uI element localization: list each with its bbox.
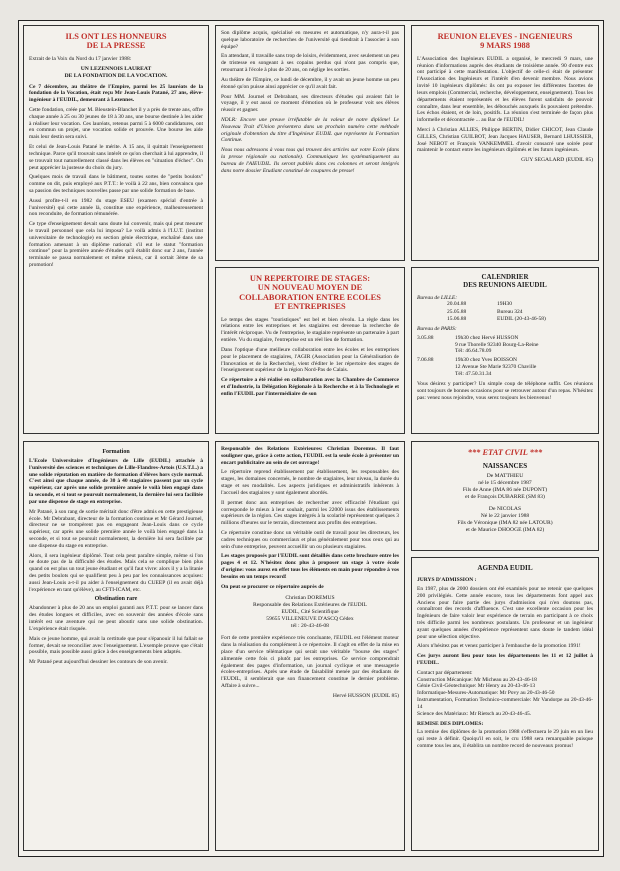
paris-date: 3.05.88 (417, 334, 434, 341)
contact-item: Informatique-Mesures-Automatique: Mr Povy au 20-43-46-50 (417, 690, 555, 697)
formation-p3: Alors, il sera ingénieur diplômé. Tout cela peut paraître simple, même si l'on ne doute pas de la difficulté des études. Mais cela se complique bien plus quand on est plus un tout jeune étudiant et qu'il faut vivre: alors il y a la litanie des petits boulots qui se qualifient peu à peu par les connaissances acquises: aussi Jean-Louis a-t-il pu aider à l'enseignement du CUEEP (il en avait déjà l'expérience en tant qu'élève), au CFTI-ICAM, etc. (29, 552, 203, 593)
formation-heading: Formation (102, 449, 130, 455)
article-repertoire-stages (215, 267, 405, 434)
lille-info: Bureau 324 (497, 308, 523, 315)
press-p3: Et celui de Jean-Louis Patané le mérite. A 15 ans, il quittait l'enseignement technique. Parce qu'il trouvait sans intérêt ce qu'on cherchait à lui apprendre, il se trouvait tout naturellement classé dans les élèves en "situation d'échec". On peut apprécier la justesse du choix du jury. (29, 144, 203, 171)
formation-p6: Mr Patané peut aujourd'hui dessiner les contours de son avenir. (29, 659, 168, 666)
calendar-p1: Vous désirez y participer? Un simple coup de téléphone suffit. Ces réunions sont toujours de bonnes occasions pour se retrouver autour d'un repas. N'hésitez pas: venez nous rejoindre, vous serez toujours les bienvenus! (417, 380, 593, 401)
etat-civil-box (411, 441, 599, 551)
birth-matthieu: De MATTHIEU né le 15 décembre 1987 Fils de Anne (IMA 86 née DUPONT) et de François DUBARRE (SM 83) (462, 473, 548, 501)
lille-date: 20.04.88 (447, 301, 467, 308)
agenda-p3: Ces jurys auront lieu pour tous les départements les 11 et 12 juillet à l'EUDIL. (417, 653, 593, 666)
press-p4: Quelques mois de travail dans le bâtiment, toutes sortes de "petits boulots" comme on dit, puis employé aux P.T.T.: le voilà à 22 ans, bien convaincu que sa passion des techniques nouvelles passe par une solide formation de base. (29, 174, 203, 194)
formation-p1: L'Ecole Universitaire d'Ingénieurs de Lille (EUDIL) attachée à l'université des sciences et techniques de Lille-Flandres-Artois (U.S.T.L.) a une solide réputation en matière de formation d'élèves hors cycle normal. C'est ainsi que chaque année, de 30 à 40 stagiaires passent par un cycle supérieur, car après une solide première année le voilà bien engagé dans la seconde, et si tout se poursuit normalement, la dernière lui sera facilitée par une dispense de stage en entreprise. (29, 458, 203, 505)
article-press-honours (23, 25, 209, 434)
doremus-contact: Christian DOREMUS Responsable des Relations Extérieures de l'EUDIL EUDIL, Cité Scientifique 59655 VILLENEUVE D'ASCQ Cédex tél : 20-43-46-08 (253, 595, 367, 630)
agenda-p4: La remise des diplômes de la promotion 1988 s'effectuera le 29 juin en un lieu qui reste à définir. Quoiqu'il en soit, le cru 1988 sera remarquable puisque comme tous les ans, il établira un nombre record de nouveaux promus! (417, 729, 593, 749)
rep2-p6: On peut se procurer ce répertoire auprès de (221, 583, 324, 590)
contact-item: Construction Mécanique: Mr Micheau au 20-43-46-18 (417, 676, 537, 683)
calendar-box (411, 267, 599, 434)
lille-row (447, 316, 593, 323)
rep2-p5: Les stages proposés par l'EUDIL sont détaillés dans cette brochure entre les pages 4 et 12. N'hésitez donc plus à proposer un stage à votre école d'origine: vous aurez en effet tous les éléments en main pour répondre à vos besoins en un temps record! (221, 553, 399, 580)
press-honours-title: ILS ONT LES HONNEURS DE LA PRESSE (65, 32, 167, 51)
contact-label: Contact par département: (417, 669, 473, 676)
repertoire-p2: Dans l'optique d'une meilleure collaboration entre les écoles et les entreprises pour le placement de stagiaires, l'AGIR (Association pour la Généralisation de l'Innovation et de la Recherche), vient d'éditer le 1er répertoire des stages de l'enseignement supérieur de la région Nord-Pas de Calais. (221, 346, 399, 374)
repertoire-p1: Le temps des stages "touristiques" est bel et bien révolu. La règle dans les relations entre les entreprises et les stagiaires est devenue la recherche de l'intérêt réciproque. Vu de l'entreprise, le stagiaire représente un partenaire à part entière. Vu du stagiaire, l'entreprise est un réel lieu de formation. (221, 316, 399, 344)
paris-row (417, 335, 593, 356)
etat-civil-title: *** ETAT CIVIL *** (467, 448, 543, 457)
article-reunion (411, 25, 599, 261)
repertoire-title: UN REPERTOIRE DE STAGES: UN NOUVEAU MOYEN DE COLLABORATION ENTRE ECOLES ET ENTREPRISES (239, 274, 381, 312)
press-subtitle: UN LEZENNOIS LAUREAT DE LA FONDATION DE LA VOCATION. (64, 65, 168, 79)
lille-row (447, 301, 593, 308)
ndlr-appeal: Nous nous adressons à vous tous qui trouvez des articles sur votre Ecole (dans la presse régionale ou nationale). Communiquez les systématiquement au bureau de l'AIEUDIL. Ils seront publiés dans ces colonnes et seront intégrés dans notre dossier Etudiant constitué de coupures de presse! (221, 147, 399, 174)
cont-p2: En attendant, il travaille sans trop de loisirs, évidemment, avec seulement un peu de tristesse en songeant à ses copains perdus qui n'ont pas compris que, retournant à l'école à plus de 20 ans, on néglige les sorties. (221, 53, 399, 74)
reunion-signature: GUY SEGALARD (EUDIL 85) (521, 157, 593, 164)
contact-item: Instrumentation, Formation Technico-commerciale: Mr Vandorpe au 20-43-46-14 (417, 697, 593, 710)
lille-label: Bureau de LILLE: (417, 294, 458, 301)
contact-item: Science des Matériaux: Mr Rietsch au 20-43-46-45. (417, 710, 532, 717)
cont-p1: Son diplôme acquis, spécialisé en mesures et automatique, n'y aura-t-il pas quelque laboratoire de recherches de l'université qui tiendrait à l'associer à son équipe? (221, 30, 399, 50)
paris-line: Tél: 46.64.78.09 (455, 348, 492, 355)
rep2-p2: Le répertoire reprend établissement par établissement, les responsables des stages, les domaines concernés, le nombre de stagiaires, leur niveau, la durée du stage et ses modalités. Les aspects juridiques et administratifs inhérents à l'accueil des stagiaires y sont également abordés. (221, 469, 399, 496)
rep2-p3: Il permet donc aux entreprises de rechercher avec efficacité l'étudiant qui corresponde le mieux à leur souhait, parmi les 22000 issus des établissements supérieurs de la région. Ces stages intègrés à la scolarité représentent quelques 3 millions d'heures sur le terrain, directement aux profits des entreprises. (221, 499, 399, 527)
lille-dates (447, 301, 593, 322)
agenda-p1: En 1987, plus de 2000 dossiers ont été examinés pour ne retenir que quelques 200 privilégiés. Cette année encore, tous les départements font appel aux Anciens pour faire partie des jurys d'admission qui n'en doutons pas, connaîtront des records d'affluence. C'est une excellente occasion pour les Ingénieurs de faire valoir leur expérience de terrain en participant à ce choix très difficile parmi les nombreux postulants. Un professeur et un ingénieur ayant quelques années d'expérience représentent sans doute le tandem idéal pour une sélection objective. (417, 585, 593, 640)
press-p6: Ce type d'enseignement devait sans doute lui convenir, mais qui peut mesurer le travail personnel que cela lui imposa? Le voilà admis à l'I.U.T. (institut universitaire de technologie) en section génie électrique, enchaîné dans une formation amenant à un diplôme national: s'il eut le statut "formation continue" pour la première année d'études qu'il établit donc sur 2 ans, l'année terminale se passa normalement et même mieux, car il sortait 3ème de sa promotion! (29, 221, 203, 269)
agenda-box (411, 557, 599, 851)
formation-p4: Abandonner à plus de 20 ans un emploi garanti aux P.T.T. pour se lancer dans des études longues et difficiles, avec en souvenir des années d'école sans intérêt est une aventure qui ne peut aboutir sans une solide obstination. L'expérience était risquée. (29, 605, 203, 632)
rep2-signature: Hervé HUSSON (EUDIL 85) (332, 692, 399, 699)
press-p5: Aussi profite-t-il en 1982 du stage ESEU (examen spécial d'entrée à l'université) qui cette année là, constitue une expérience, malheureusement non reconduite, de formation rémunérée. (29, 197, 203, 218)
obstination-heading: Obstination rare (94, 596, 138, 603)
cont-p3: Au théâtre de l'Empire, ce lundi de décembre, il y avait un jeune homme un peu étonné qu'on puisse ainsi apprécier ce qu'il avait fait. (221, 76, 399, 90)
paris-line: 9 rue Thorelle 92340 Bourg-La-Reine (455, 341, 539, 348)
agenda-p2: Alors n'hésitez pas et venez participer à l'embauche de la promotion 1991! (417, 643, 581, 650)
lille-info: 19H30 (497, 301, 512, 308)
rep2-p7: Fort de cette première expérience très concluante, l'EUDIL est l'élément moteur dans la réalisation du complément à ce répertoire. Il s'agit en effet de la mise en place d'un service télématique qui serait une véritable "bourse des stages" alimentée cette fois ci plutôt par les entreprises. Ce service comprendrait également des pages d'information, un journal cyclique et une messagerie écoles-entreprises. Après une étude de faisabilité menée par des étudiants de l'EUDIL, il semblerait que son financement constitue le dernier problème. Affaire à suivre... (221, 635, 399, 690)
ndlr-note: NDLR: Encore une preuve irréfutable de la valeur de notre diplôme! Le Nouveau Trait d'Union présentera dans un prochain numéro cette méthode originale d'obtention du titre d'Ingénieur EUDIL que représente la Formation Continue. (221, 116, 399, 144)
paris-dates (417, 335, 593, 378)
contact-item: Génie Civil-Géotechnique: Mr Henry au 20-43-46-13 (417, 683, 536, 690)
jurys-heading: JURYS D'ADMISSION : (417, 577, 477, 584)
press-p2: Cette fondation, créée par M. Bleustein-Blanchet il y a près de trente ans, offre chaque année à 25 ou 30 jeunes de 18 à 30 ans, une bourse destinée à les aider à réaliser leur vocation. Ces lauréats, retenus parmi 5 à 6000 candidatures, ont en commun un projet, une vocation solide et prouvée. Une bourse les aide mais leur destin sera suivi. (29, 107, 203, 141)
newsletter-page (18, 20, 604, 857)
rep2-p4: Ce répertoire constitue donc un véritable outil de travail pour les directeurs, les cadres techniques ou commerciaux et plus généralement pour tous ceux qui au sein d'une entreprise, peuvent accueillir un ou plusieurs stagiaires. (221, 529, 399, 550)
lille-date: 25.05.88 (447, 308, 467, 315)
reunion-p1: L'Association des Ingénieurs EUDIL a organisé, le mercredi 9 mars, une réunion d'informations auprès des étudiants de troisième année. 90 d'entre eux ont participé à cette manifestation. L'objectif de celle-ci était de présenter l'Association des Ingénieurs et l'intérêt d'en devenir membre. Nous avions invité 10 ingénieurs diplômés: ils ont pu exposer les différentes facettes de leurs emplois (Commercial, recherche, développement, enseignement). Tous les départements étaient représentés et les élèves furent satisfaits de pouvoir connaître, dans leur ensemble, les débouchés auxquels ils pouvaient prétendre. Les échos étaient, et de loin, positifs. La réunion s'est terminée de façon plus informelle et décontractée ... au Bar de l'EUDIL! (417, 55, 593, 124)
paris-line: 19h30 chez Yves BOISSON (455, 357, 518, 364)
formation-p5: Mais ce jeune homme, qui avait la certitude que pour s'épanouir il lui fallait se former, devait se reconcilier avec l'enseignement. L'exemple prouve que c'était possible, mais possible aussi grâce à des enseignements bien adaptés. (29, 635, 203, 656)
paris-line: Tél: 47.50.31.34 (455, 371, 492, 378)
paris-line: 19h30 chez Hervé HUSSON (455, 334, 519, 341)
naissances-heading: NAISSANCES (482, 462, 528, 471)
article-repertoire-continued (215, 441, 405, 851)
lille-date: 15.06.88 (447, 315, 467, 322)
paris-date: 7.06.88 (417, 357, 434, 364)
lille-info: EUDIL (20-43-46-58) (497, 315, 546, 322)
cont-p4: Pour MM. Journel et Debrabant, ses directeurs d'études qui avaient fait le voyage, il y eut aussi ce moment d'émotion où le professeur voit ses élèves réussir et gagner. (221, 93, 399, 114)
diplomes-heading: REMISE DES DIPLOMES: (417, 720, 484, 727)
paris-row (417, 357, 593, 378)
calendar-title: CALENDRIER DES REUNIONS AIEUDIL (463, 273, 547, 289)
rep2-p1: Responsable des Relations Extérieures: Christian Doremus. Il faut souligner que, grâce à cette action, l'EUDIL est la seule école à présenter un encart publicitaire au sein de cet ouvrage! (221, 446, 399, 466)
formation-p2: Mr Patané, à son rang de sortie méritait donc d'être admis en cette prestigieuse école. Mr Debrabant, directeur de la formation continue et Mr Gérard Journel, directeur ne se trompèrent pas en engageant Jean-Louis dans ce cycle supérieur, car après une solide première année le voilà bien engagé dans la seconde, et si tout se poursuit normalement, la dernière lui sera facilitée par une dispense du stage en entreprise. (29, 508, 203, 549)
press-p1: Ce 7 décembre, au théâtre de l'Empire, parmi les 25 lauréats de la fondation de la Vocation, était reçu Mr Jean-Louis Patané, 27 ans, élève-ingénieur à l'EUDIL, demeurant à Lezennes. (29, 83, 203, 104)
article-formation (23, 441, 209, 851)
repertoire-p3: Ce répertoire a été réalisé en collaboration avec la Chambre de Commerce et d'Industrie, la Délégation Régionale à la Recherche et à la Technologie et enfin l'EUDIL par l'intermédiaire de son (221, 377, 399, 397)
reunion-title: REUNION ELEVES - INGENIEURS 9 MARS 1988 (437, 32, 573, 51)
agenda-title: AGENDA EUDIL (477, 564, 533, 572)
reunion-p2: Merci à Christian ALLIES, Philippe BERTIN, Didier CHICOT, Jean Claude GILLES, Christian GUILBOT, Jean Jacques HAUSER, Bernard LHUISSIER, José NEBOT et François VANKEMMEL d'avoir consacré une soirée pour maintenir le contact entre les ingénieurs diplômés et les futurs ingénieurs. (417, 126, 593, 154)
lille-row (447, 309, 593, 316)
paris-line: 12 Avenue Ste Marie 92370 Chaville (455, 364, 537, 371)
press-intro: Extrait de la Voix du Nord du 17 janvier 1988: (29, 55, 132, 62)
paris-label: Bureau de PARIS: (417, 325, 457, 332)
birth-nicolas: De NICOLAS Né le 22 janvier 1988 Fils de Véronique (IMA 82 née LATOUR) et de Maurice DHOOGE (IMA 82) (457, 506, 553, 534)
article-press-continued (215, 25, 405, 261)
